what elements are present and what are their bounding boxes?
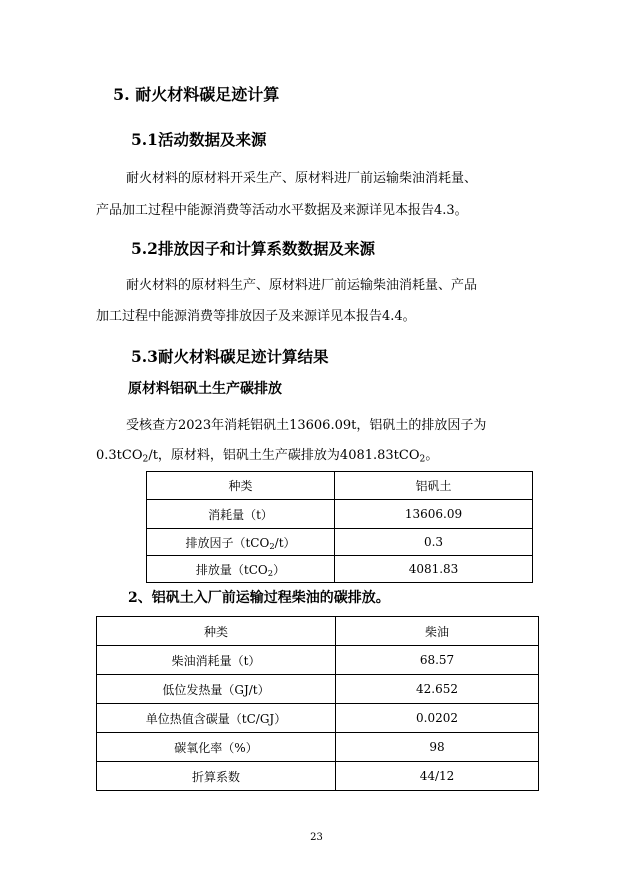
label-text: /t）	[274, 535, 296, 550]
sub-heading-diesel: 2、铝矾土入厂前运输过程柴油的碳排放。	[128, 590, 390, 606]
row-value: 44/12	[336, 762, 539, 791]
row-value: 13606.09	[335, 500, 533, 529]
diesel-table	[96, 616, 539, 791]
section-5-2-line-2: 加工过程中能源消费等排放因子及来源详见本报告4.4。	[96, 309, 416, 324]
row-label: 碳氧化率（%）	[97, 733, 336, 762]
para-sub-2: 2	[419, 454, 426, 465]
table-row	[97, 733, 539, 762]
row-label: 低位发热量（GJ/t）	[97, 675, 336, 704]
table-row	[147, 556, 533, 583]
section-5-2-heading: 5.2排放因子和计算系数数据及来源	[131, 239, 375, 258]
row-label	[147, 556, 335, 583]
table-row	[97, 704, 539, 733]
table-header-row	[97, 617, 539, 646]
table-row	[147, 500, 533, 529]
row-value: 42.652	[336, 675, 539, 704]
section-5-1-line-2: 产品加工过程中能源消费等活动水平数据及来源详见本报告4.3。	[96, 203, 468, 218]
sub-heading-bauxite: 原材料铝矾土生产碳排放	[128, 381, 282, 397]
header-cell: 种类	[97, 617, 336, 646]
bauxite-table	[146, 471, 533, 583]
section-5-2-line-1: 耐火材料的原材料生产、原材料进厂前运输柴油消耗量、产品	[126, 278, 478, 293]
header-cell: 种类	[147, 472, 335, 500]
row-label	[147, 529, 335, 556]
section-5-1-line-1: 耐火材料的原材料开采生产、原材料进厂前运输柴油消耗量、	[126, 171, 478, 186]
para-text-b: /t，原材料，铝矾土生产碳排放为4081.83tCO	[148, 448, 420, 463]
section-5-3-heading: 5.3耐火材料碳足迹计算结果	[131, 347, 329, 366]
label-text: 消耗量（t）	[208, 507, 273, 522]
label-text: 排放因子（tCO	[185, 535, 270, 550]
chapter-heading: 5. 耐火材料碳足迹计算	[113, 85, 280, 104]
table-row	[97, 762, 539, 791]
table-row	[97, 675, 539, 704]
row-value: 68.57	[336, 646, 539, 675]
table-header-row	[147, 472, 533, 500]
row-value: 0.3	[335, 529, 533, 556]
row-label: 柴油消耗量（t）	[97, 646, 336, 675]
label-text: ）	[273, 562, 286, 577]
label-sub: 2	[269, 540, 275, 551]
para-sub-1: 2	[142, 454, 149, 465]
para-text-c: 。	[425, 448, 439, 463]
bauxite-para-line-2	[96, 444, 438, 463]
label-sub: 2	[267, 567, 274, 578]
header-cell: 柴油	[336, 617, 539, 646]
para-text-a: 0.3tCO	[96, 448, 143, 463]
label-text: 排放量（tCO	[195, 562, 268, 577]
row-value: 0.0202	[336, 704, 539, 733]
row-value: 98	[336, 733, 539, 762]
table-row	[97, 646, 539, 675]
row-label: 单位热值含碳量（tC/GJ）	[97, 704, 336, 733]
bauxite-para-line-1: 受核查方2023年消耗铝矾土13606.09t，铝矾土的排放因子为	[126, 418, 487, 433]
section-5-1-heading: 5.1活动数据及来源	[131, 130, 267, 149]
header-cell: 铝矾土	[335, 472, 533, 500]
row-label: 折算系数	[97, 762, 336, 791]
row-value: 4081.83	[335, 556, 533, 583]
page-number: 23	[310, 832, 323, 843]
table-row	[147, 529, 533, 556]
row-label	[147, 500, 335, 529]
